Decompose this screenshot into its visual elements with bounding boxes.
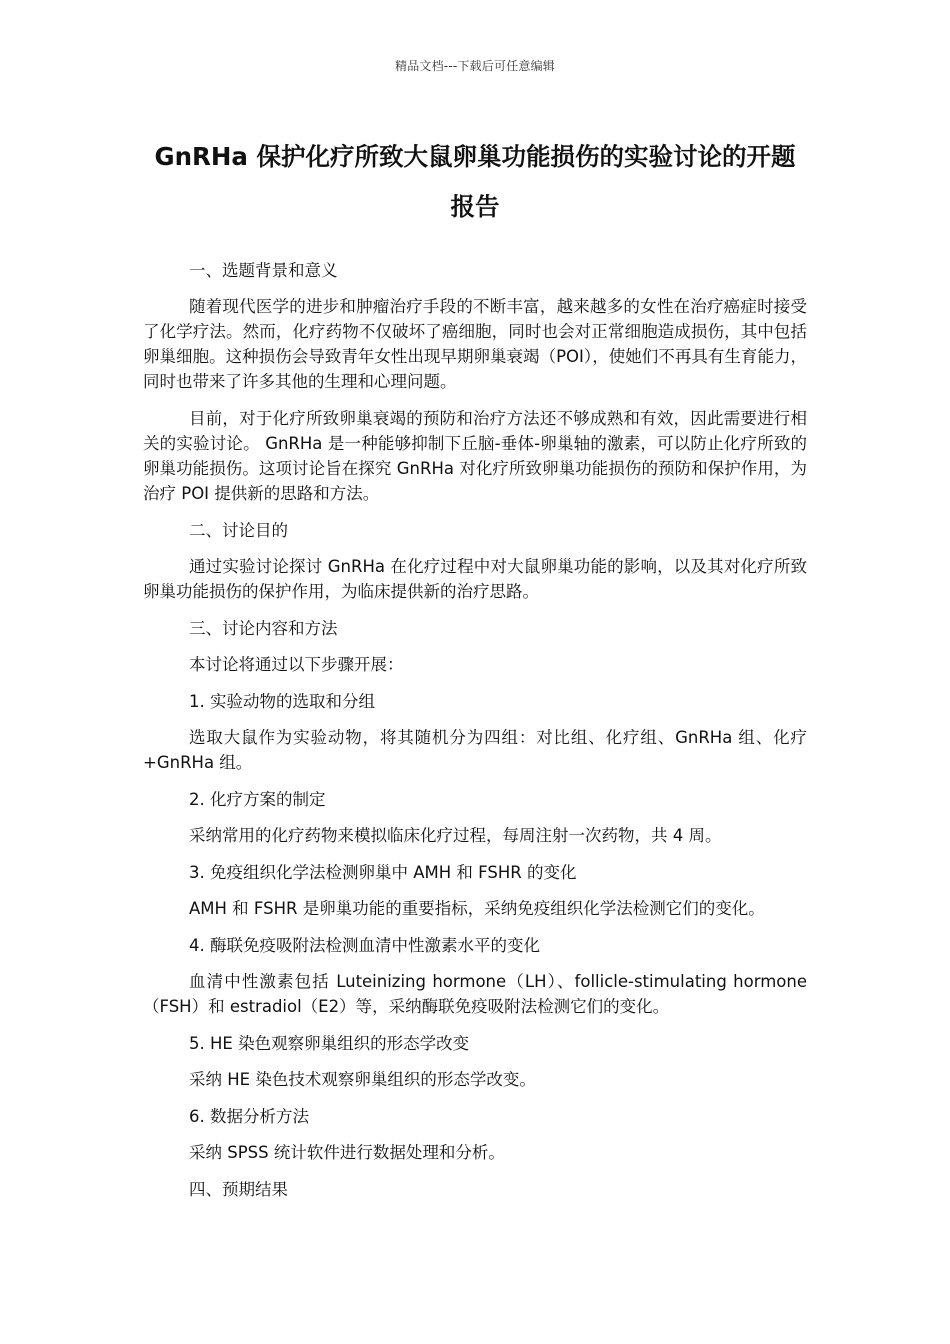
step-body: 采纳 SPSS 统计软件进行数据处理和分析。 <box>189 1143 505 1162</box>
step-body: AMH 和 FSHR 是卵巢功能的重要指标，采纳免疫组织化学法检测它们的变化。 <box>189 899 765 918</box>
step-title: 5. HE 染色观察卵巢组织的形态学改变 <box>189 1034 470 1053</box>
step-title: 1. 实验动物的选取和分组 <box>189 692 375 711</box>
document-body <box>143 258 807 1213</box>
section-heading-purpose: 二、讨论目的 <box>189 521 288 540</box>
step-body: 采纳 HE 染色技术观察卵巢组织的形态学改变。 <box>189 1070 536 1089</box>
purpose-paragraph: 通过实验讨论探讨 GnRHa 在化疗过程中对大鼠卵巢功能的影响，以及其对化疗所致卵巢功能损伤的保护作用，为临床提供新的治疗思路。 <box>143 557 807 601</box>
background-paragraph-2: 目前，对于化疗所致卵巢衰竭的预防和治疗方法还不够成熟和有效，因此需要进行相关的实验讨论。 GnRHa 是一种能够抑制下丘脑-垂体-卵巢轴的激素，可以防止化疗所致的卵巢功能损伤。这项讨论旨在探究 GnRHa 对化疗所致卵巢功能损伤的预防和保护作用，为治疗 POI 提供新的思路和方法。 <box>143 409 807 503</box>
page-header-note: 精品文档---下载后可任意编辑 <box>395 59 555 73</box>
step-body: 采纳常用的化疗药物来模拟临床化疗过程，每周注射一次药物，共 4 周。 <box>189 826 722 845</box>
step-title: 6. 数据分析方法 <box>189 1107 309 1126</box>
methods-intro: 本讨论将通过以下步骤开展： <box>189 655 404 674</box>
step-title: 3. 免疫组织化学法检测卵巢中 AMH 和 FSHR 的变化 <box>189 863 577 882</box>
step-title: 2. 化疗方案的制定 <box>189 790 326 809</box>
document-title: GnRHa 保护化疗所致大鼠卵巢功能损伤的实验讨论的开题报告 <box>154 142 796 221</box>
section-heading-methods: 三、讨论内容和方法 <box>189 619 338 638</box>
background-paragraph-1: 随着现代医学的进步和肿瘤治疗手段的不断丰富，越来越多的女性在治疗癌症时接受了化学疗法。然而，化疗药物不仅破坏了癌细胞，同时也会对正常细胞造成损伤，其中包括卵巢细胞。这种损伤会导致青年女性出现早期卵巢衰竭（POI），使她们不再具有生育能力，同时也带来了许多其他的生理和心理问题。 <box>143 297 807 391</box>
section-heading-expected-results: 四、预期结果 <box>189 1180 288 1199</box>
step-title: 4. 酶联免疫吸附法检测血清中性激素水平的变化 <box>189 936 540 955</box>
step-body: 血清中性激素包括 Luteinizing hormone（LH）、follicle-stimulating hormone（FSH）和 estradiol（E2）等，采纳酶联免疫吸附法检测它们的变化。 <box>143 972 807 1016</box>
section-heading-background: 一、选题背景和意义 <box>189 261 338 280</box>
step-body: 选取大鼠作为实验动物，将其随机分为四组：对比组、化疗组、GnRHa 组、化疗+GnRHa 组。 <box>143 728 807 772</box>
